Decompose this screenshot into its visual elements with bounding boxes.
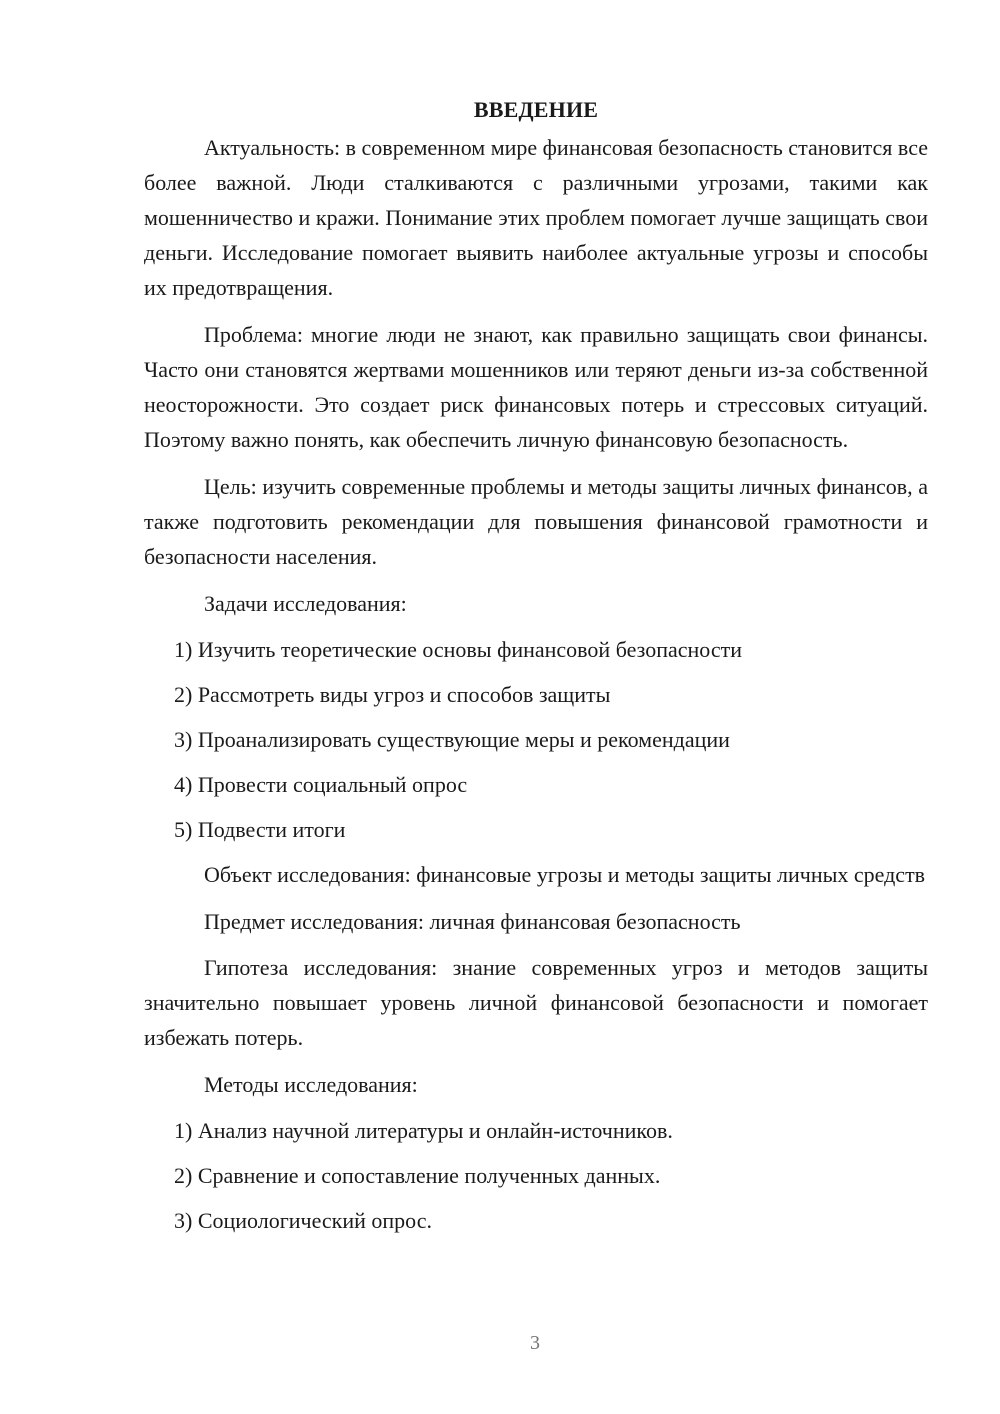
method-item: 3) Социологический опрос. <box>174 1208 432 1233</box>
relevance-paragraph: Актуальность: в современном мире финансовая безопасность становится все более важной. Люди сталкиваются с различными угрозами, такими как мошенничество и кражи. Понимание этих проблем помогает лучше защищать свои деньги. Исследование помогает выявить наиболее актуальные угрозы и способы их предотвращения. <box>144 135 928 300</box>
subject-paragraph: Предмет исследования: личная финансовая безопасность <box>204 909 741 934</box>
page-title: ВВЕДЕНИЕ <box>473 97 599 122</box>
methods-list <box>144 1113 928 1238</box>
goal-paragraph: Цель: изучить современные проблемы и методы защиты личных финансов, а также подготовить рекомендации для повышения финансовой грамотности и безопасности населения. <box>144 474 928 569</box>
page-number: 3 <box>530 1332 540 1354</box>
task-item: 1) Изучить теоретические основы финансовой безопасности <box>174 637 742 662</box>
method-item: 1) Анализ научной литературы и онлайн-источников. <box>174 1118 673 1143</box>
task-item: 5) Подвести итоги <box>174 817 346 842</box>
task-item: 4) Провести социальный опрос <box>174 772 468 797</box>
tasks-heading: Задачи исследования: <box>204 591 407 616</box>
object-paragraph: Объект исследования: финансовые угрозы и методы защиты личных средств <box>204 862 926 887</box>
method-item: 2) Сравнение и сопоставление полученных данных. <box>174 1163 661 1188</box>
hypothesis-paragraph: Гипотеза исследования: знание современных угроз и методов защиты значительно повышает уровень личной финансовой безопасности и помогает избежать потерь. <box>144 955 928 1050</box>
task-item: 2) Рассмотреть виды угроз и способов защиты <box>174 682 611 707</box>
task-item: 3) Проанализировать существующие меры и рекомендации <box>174 727 730 752</box>
tasks-list <box>144 632 928 847</box>
problem-paragraph: Проблема: многие люди не знают, как правильно защищать свои финансы. Часто они становятся жертвами мошенников или теряют деньги из-за собственной неосторожности. Это создает риск финансовых потерь и стрессовых ситуаций. Поэтому важно понять, как обеспечить личную финансовую безопасность. <box>144 322 928 452</box>
methods-heading: Методы исследования: <box>204 1072 418 1097</box>
document-page <box>144 92 928 1248</box>
